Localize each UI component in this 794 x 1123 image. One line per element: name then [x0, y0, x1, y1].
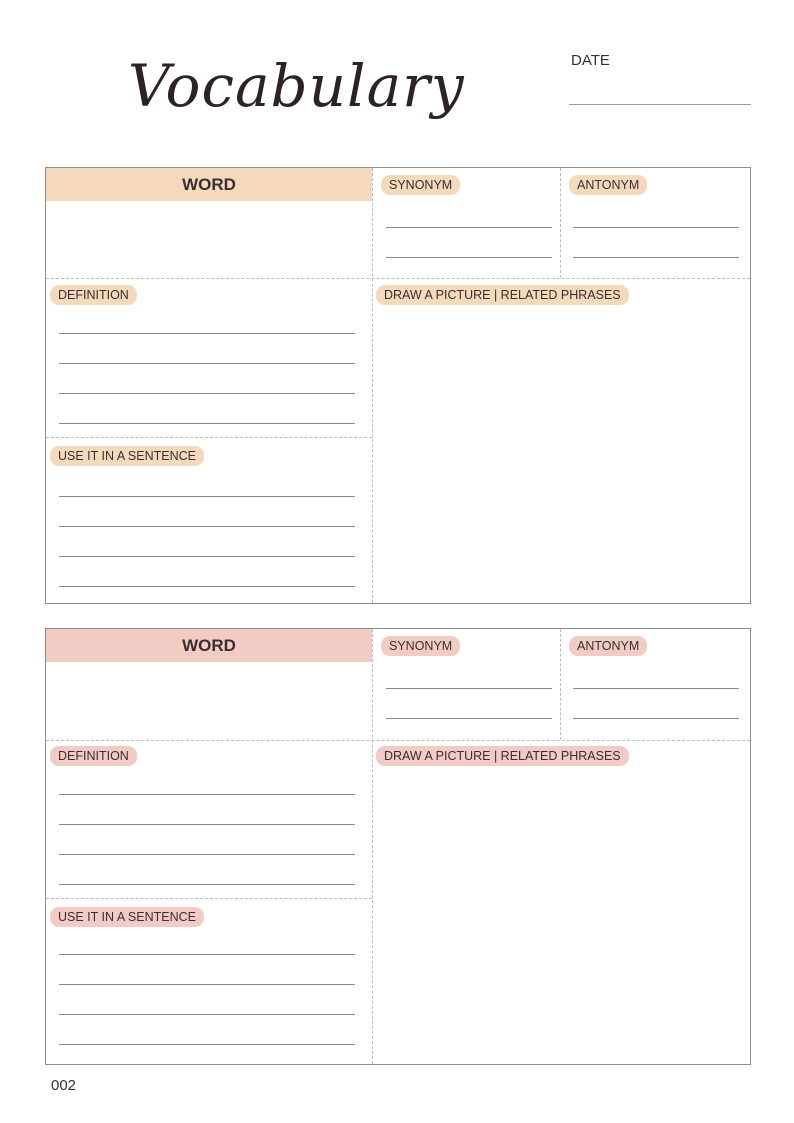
synonym-line[interactable]	[386, 718, 552, 719]
synonym-line[interactable]	[386, 257, 552, 258]
definition-line[interactable]	[59, 854, 355, 855]
synonym-label: SYNONYM	[381, 636, 460, 656]
antonym-line[interactable]	[573, 257, 739, 258]
definition-label: DEFINITION	[50, 746, 137, 766]
word-header: WORD	[46, 168, 372, 201]
sentence-line[interactable]	[59, 1044, 355, 1045]
date-input-line[interactable]	[569, 104, 751, 105]
sentence-line[interactable]	[59, 526, 355, 527]
antonym-line[interactable]	[573, 688, 739, 689]
word-field[interactable]	[46, 201, 372, 278]
draw-picture-area[interactable]	[373, 769, 750, 1064]
synonym-label: SYNONYM	[381, 175, 460, 195]
definition-line[interactable]	[59, 363, 355, 364]
definition-line[interactable]	[59, 423, 355, 424]
synonym-line[interactable]	[386, 227, 552, 228]
page-title: Vocabulary	[128, 52, 465, 120]
row-divider	[46, 740, 750, 741]
definition-line[interactable]	[59, 333, 355, 334]
sentence-line[interactable]	[59, 586, 355, 587]
definition-line[interactable]	[59, 884, 355, 885]
definition-line[interactable]	[59, 824, 355, 825]
draw-picture-label: DRAW A PICTURE | RELATED PHRASES	[376, 285, 629, 305]
sentence-line[interactable]	[59, 954, 355, 955]
sentence-label: USE IT IN A SENTENCE	[50, 907, 204, 927]
sentence-line[interactable]	[59, 556, 355, 557]
antonym-label: ANTONYM	[569, 636, 647, 656]
sentence-line[interactable]	[59, 984, 355, 985]
definition-sentence-divider	[46, 437, 372, 438]
word-header: WORD	[46, 629, 372, 662]
synonym-antonym-divider	[560, 168, 561, 278]
sentence-line[interactable]	[59, 496, 355, 497]
definition-sentence-divider	[46, 898, 372, 899]
definition-line[interactable]	[59, 393, 355, 394]
sentence-line[interactable]	[59, 1014, 355, 1015]
sentence-label: USE IT IN A SENTENCE	[50, 446, 204, 466]
definition-line[interactable]	[59, 794, 355, 795]
word-field[interactable]	[46, 662, 372, 740]
synonym-antonym-divider	[560, 629, 561, 740]
vocabulary-card-2	[45, 628, 751, 1065]
antonym-label: ANTONYM	[569, 175, 647, 195]
draw-picture-area[interactable]	[373, 308, 750, 603]
synonym-line[interactable]	[386, 688, 552, 689]
date-label: DATE	[571, 52, 610, 69]
draw-picture-label: DRAW A PICTURE | RELATED PHRASES	[376, 746, 629, 766]
definition-label: DEFINITION	[50, 285, 137, 305]
page-number: 002	[51, 1077, 77, 1094]
row-divider	[46, 278, 750, 279]
vocabulary-card-1	[45, 167, 751, 604]
antonym-line[interactable]	[573, 227, 739, 228]
antonym-line[interactable]	[573, 718, 739, 719]
